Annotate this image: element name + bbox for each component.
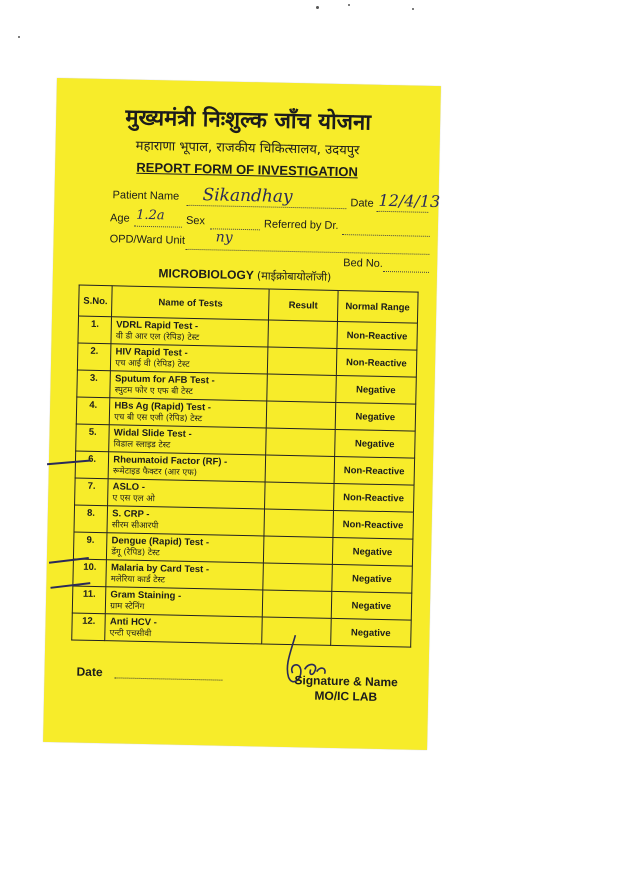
test-name-en: Widal Slide Test - [113,427,192,440]
header-sno: S.No. [79,285,113,317]
date-value: 12/4/13 [378,190,441,212]
row-test-name [111,317,269,347]
row-test-name [110,371,268,401]
row-normal-range: Non-Reactive [333,483,414,512]
opd-ward-value: ny [215,229,233,246]
footer-date-line [114,677,222,680]
row-test-name [107,506,265,536]
row-normal-range: Negative [331,564,412,593]
section-title-en: MICROBIOLOGY [158,266,254,283]
row-test-name [110,398,268,428]
lab-officer-label: MO/IC LAB [314,688,378,704]
row-normal-range: Non-Reactive [336,348,417,377]
row-result [268,320,337,348]
test-name-hi: वी डी आर एल (रेपिड) टेस्ट [115,331,200,344]
test-name-hi: एच बी एस एजी (रेपिड) टेस्ट [114,412,203,425]
row-sno: 8. [74,505,108,533]
row-normal-range: Non-Reactive [333,510,414,539]
row-normal-range: Negative [335,375,416,404]
test-name-hi: सीरम सीआरपी [111,520,159,532]
bed-no-label: Bed No. [343,257,384,270]
signature-block [294,673,398,705]
row-test-name [106,587,264,617]
row-sno: 12. [72,613,106,641]
row-normal-range: Non-Reactive [334,456,415,485]
row-result [267,401,336,429]
row-test-name [109,425,267,455]
test-name-en: Dengue (Rapid) Test - [111,535,210,549]
test-name-en: Sputum for AFB Test - [114,373,215,387]
patient-name-value: Sikandhay [202,185,293,208]
row-sno: 5. [76,424,110,452]
opd-ward-line [185,249,429,255]
sex-label: Sex [185,214,206,228]
row-sno: 4. [76,397,110,425]
test-name-hi: ए एस एल ओ [112,493,156,505]
row-result [264,536,333,564]
row-sno: 9. [73,532,107,560]
tests-table-body [72,316,418,647]
referred-by-line [342,234,430,237]
header-test-name: Name of Tests [112,286,270,320]
test-name-hi: एच आई वी (रेपिड) टेस्ट [115,358,190,370]
row-normal-range: Negative [332,537,413,566]
row-result [268,347,337,375]
signature-label: Signature & Name [294,673,398,690]
test-name-hi: मलेरिया कार्ड टेस्ट [110,574,166,586]
test-name-en: HBs Ag (Rapid) Test - [114,400,212,414]
row-normal-range: Non-Reactive [337,321,418,350]
patient-name-label: Patient Name [112,189,180,203]
opd-ward-label: OPD/Ward Unit [109,233,186,247]
test-name-hi: स्पुटम फोर ए एफ बी टेस्ट [114,385,193,397]
row-test-name [108,479,266,509]
scan-speck [348,4,350,6]
scheme-title: मुख्यमंत्री निःशुल्क जाँच योजना [125,105,372,136]
test-name-en: HIV Rapid Test - [115,346,188,359]
row-test-name [105,614,263,644]
row-sno: 11. [72,586,106,614]
hospital-name: महाराणा भूपाल, राजकीय चिकित्सालय, उदयपुर [135,138,360,159]
row-test-name [111,344,269,374]
test-name-hi: विडाल स्लाइड टेस्ट [113,439,171,451]
row-test-name [106,560,264,590]
test-name-hi: एन्टी एचसीवी [109,628,152,640]
date-label: Date [350,197,374,210]
age-value: 1.2a [135,207,165,224]
row-sno: 7. [75,478,109,506]
row-normal-range: Negative [334,429,415,458]
footer-date-label: Date [76,664,103,680]
test-name-hi: डेंगू (रेपिड) टेस्ट [111,547,160,559]
investigation-report-form [43,78,441,750]
row-sno: 1. [78,316,112,344]
row-result [265,455,334,483]
test-name-en: S. CRP - [112,508,150,521]
test-name-hi: रूमेटाइड फैक्टर (आर एफ) [112,466,198,479]
row-test-name [108,452,266,482]
test-name-en: Rheumatoid Factor (RF) - [113,454,228,468]
row-sno: 6. [75,451,109,479]
age-label: Age [109,212,130,225]
date-line [376,211,428,213]
form-title: REPORT FORM OF INVESTIGATION [136,159,358,180]
row-result [263,563,332,591]
row-sno: 10. [73,559,107,587]
age-line [134,226,182,228]
test-name-en: Gram Staining - [110,589,182,602]
referred-by-label: Referred by Dr. [263,218,339,232]
test-name-en: Malaria by Card Test - [110,562,210,576]
scan-speck [316,6,319,9]
row-result [265,482,334,510]
row-normal-range: Negative [330,618,411,647]
row-result [266,428,335,456]
test-name-en: VDRL Rapid Test - [116,319,199,333]
row-result [263,590,332,618]
test-name-en: ASLO - [112,481,146,493]
header-result: Result [269,289,338,321]
tests-table [71,285,418,648]
row-result [264,509,333,537]
section-title-hi: (माईक्रोबायोलॉजी) [256,269,332,284]
scan-speck [412,8,414,10]
row-sno: 3. [77,370,111,398]
row-normal-range: Negative [331,591,412,620]
test-name-hi: ग्राम स्टेनिंग [110,601,145,612]
row-result [267,374,336,402]
test-name-en: Anti HCV - [109,616,157,629]
row-test-name [107,533,265,563]
table-row [72,613,411,647]
header-normal-range: Normal Range [337,290,418,323]
row-sno: 2. [77,343,111,371]
row-normal-range: Negative [335,402,416,431]
scan-speck [18,36,20,38]
